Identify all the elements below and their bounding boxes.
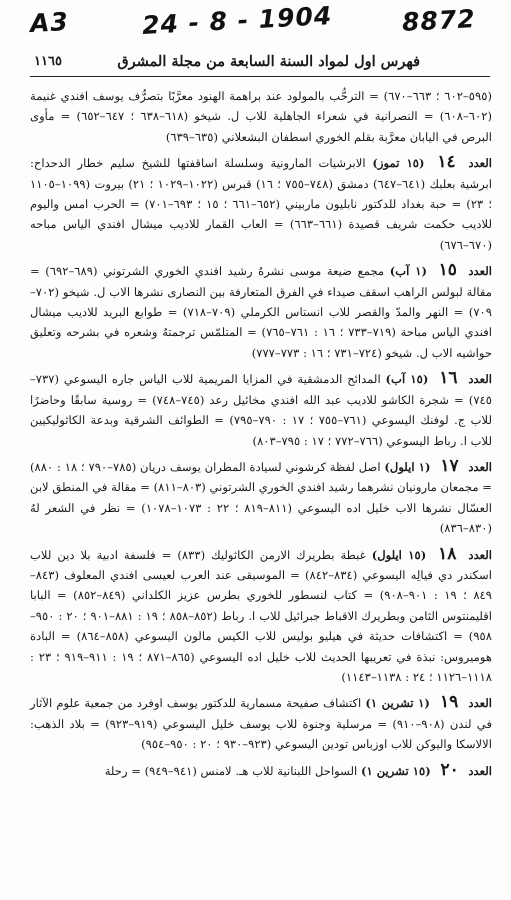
page-title: فهرس اول لمواد السنة السابعة من مجلة المشرق xyxy=(117,53,420,70)
issue-number: ٢٠ xyxy=(440,759,459,780)
index-entry xyxy=(30,760,492,781)
index-entry xyxy=(30,544,492,688)
issue-label: العدد xyxy=(468,459,492,474)
issue-date: (١٥ آب) xyxy=(385,372,429,387)
issue-number: ١٦ xyxy=(439,368,458,389)
entry-text: المدائح الدمشقية في المزايا المريمية للاب الياس جاره اليسوعي (٧٣٧–٧٤٥) = شجرة الكاشو للاديب عبد الله افندي مخائيل رعد (٧٤٥–٧٤٨) = روسية سابقًا وحاضرًا للاب ج. لوفنك اليسوعي (٧٦١–٧٥٥ ؛ ١٧ : ٧٩٠–٧٩٥) = الطوائف الشرقية وبدعة الكاثوليكيين للاب ا. رباط اليسوعي (٧٦٦–٧٧٢ ؛ ١٧ : ٧٩٥–٨٠٣) xyxy=(30,372,493,448)
issue-number: ١٥ xyxy=(438,260,457,281)
issue-label: العدد xyxy=(468,372,492,387)
issue-date: (١ آب) xyxy=(389,264,427,279)
issue-date: (١ ايلول) xyxy=(384,459,431,474)
issue-number: ١٩ xyxy=(440,692,459,713)
issue-number: ١٨ xyxy=(438,543,457,564)
index-entry xyxy=(30,368,492,451)
entry-text: اصل لفظة كرشوني لسيادة المطران يوسف دريان (٧٨٥–٧٩٠ ؛ ١٨ : ٨٨٠) = مجمعان مارونيان نشرهما رشيد افندي الخوري الشرتوني (٨٠٣–٨١١) = مقالة في المنطق لابن العسّال نشرها الاب خليل اده اليسوعي (٨١١–٨١٩ ؛ ٢٢ : ١٠٧٣–١٠٧٨) = نظر في الشعر لهُ (٨٣٠–٨٣٦) xyxy=(30,459,492,536)
issue-label: العدد xyxy=(468,763,492,778)
index-entry xyxy=(30,456,492,539)
issue-date: (١٥ تموز) xyxy=(372,156,425,171)
page-header xyxy=(30,52,490,77)
entry-text: السواحل اللبنانية للاب هـ. لامنس (٩٤١–٩٤٩) = رحلة xyxy=(104,763,358,778)
issue-date: (١ تشرين ١) xyxy=(365,696,430,711)
issue-date: (١٥ ايلول) xyxy=(371,547,427,562)
index-entry xyxy=(30,152,492,255)
handwritten-ref: A3 xyxy=(29,7,70,38)
index-entry xyxy=(30,260,492,363)
handwritten-annotation xyxy=(0,1,511,50)
index-entry xyxy=(30,692,492,754)
entry-text: الابرشيات المارونية وسلسلة اساقفتها للشيخ سليم خطار الدحداح: ابرشية بعلبك (٦٤١–٦٤٧) دمشق (٧٤٨–٧٥٥ ؛ ١٦) قبرس (١٠٢٢–١٠٢٩ ؛ ٢١) بيروت (١٠٩٩–١١٠٥ ؛ ٢٣) = حبة بغداد للدكتور نابليون ماربيني (٦٥٢–٦٦١ ؛ ١٥ ؛ ٦٩٣–٧٠١) = الحرب امس واليوم للاديب حكمت شريف قصيدة (٦٦١–٦٦٣) = العاب القمار للاديب ميشال افندي الياس مباحه (٦٧٠–٦٧٦) xyxy=(30,156,493,252)
issue-number: ١٤ xyxy=(437,152,456,173)
issue-date: (١٥ تشرين ١) xyxy=(360,763,431,778)
entry-text: مجمع ضيعة موسى نشرهُ رشيد افندي الخوري الشرتوني (٦٨٩–٦٩٢) = مقالة لبولس الراهب اسقف صيداء في الفرق المتعارفة بين النصارى نشرها الاب ل. شيخو (٧٠٢–٧٠٩) = النهر والمدّ والقصر للاب انستاس الكرملي (٧٠٩–٧١٨) = طوابع البريد للاديب ميشال افندي الياس مباحة (٧١٩–٧٣٣ ؛ ١٦ : ٧٦١–٧٦٥) = المتلمّس ترجمتهُ وشعره في بشرحه وتعليق حواشيه الاب ل. شيخو (٧٢٤–٧٣١ ؛ ١٦ : ٧٧٣–٧٧٧) xyxy=(30,264,493,360)
issue-number: ١٧ xyxy=(440,455,459,476)
issue-label: العدد xyxy=(468,156,493,171)
handwritten-number: 8872 xyxy=(401,4,477,37)
entry-text: غبطة بطريرك الارمن الكاثوليك (٨٣٣) = فلسفة ادبية بلا دين للاب اسكندر دي فيالِه اليسوعي (٨٣٤–٨٤٢) = الموسيقى عند العرب لعيسى افندي المعلوف (٨٤٣–٨٤٩ ؛ ١٩ : ٩٠١–٩٠٨) = كتاب لنسطور للخوري بطرس عزيز الكلداني (٨٤٩–٨٥٢) = البابا اقليمنتوس الثامن وبطريرك الاقباط جبرائيل للاب ا. رباط (٨٥٢–٨٥٨ ؛ ١٩ : ٨٨١–٩٠١ ؛ ٢٠ : ٩٥٠–٩٥٨) = اكتشافات حديثة في هيليو بوليس للاب الكيس مالون اليسوعي (٨٥٨–٨٦٤) = البادة هوميروس: نبذة في تعريبها الحديث للاب خليل اده اليسوعي (٨٦٥–٨٧١ ؛ ١٩ : ٩١١–٩١٩ ؛ ٢٣ : ١١١٨–١١٢٦ ؛ ٢٤ : ١١٣٨–١١٤٣) xyxy=(30,547,493,684)
entry-text: (٥٩٥–٦٠٢ ؛ ٦٦٣–٦٧٠) = الترحُّب بالمولود عند براهمة الهنود معرَّبًا بتصرُّف يوسف افندي غنيمة (٦٠٢–٦٠٨) = النصرانية في شعراء الجاهلية للاب ل. شيخو (٦١٨–٦٣٨ ؛ ٦٤٧–٦٥٢) = مأوى البرص في اليابان معرَّبة بقلم الخوري اسطفان البشعلاني (٦٣٥–٦٣٩) xyxy=(30,89,492,144)
entry-text: اكتشاف صفيحة مسمارية للدكتور يوسف اوفرد من جمعية علوم الآثار في لندن (٩٠٨–٩١٠) = مرسلية وجنوة للاب يوسف خليل اليسوعي (٩١٩–٩٢٣) = بلاد الذهب: الالاسكا واليوكن للاب اوزباس تودين اليسوعي (٩٢٣–٩٣٠ ؛ ٢٠ : ٩٥٠–٩٥٤) xyxy=(30,696,492,752)
index-body xyxy=(30,86,492,786)
issue-label: العدد xyxy=(468,696,493,711)
index-entry xyxy=(30,86,492,147)
handwritten-date: 24 - 8 - 1904 xyxy=(141,1,333,40)
issue-label: العدد xyxy=(468,264,492,279)
page-number: ١١٦٥ xyxy=(34,54,62,69)
issue-label: العدد xyxy=(468,547,493,562)
